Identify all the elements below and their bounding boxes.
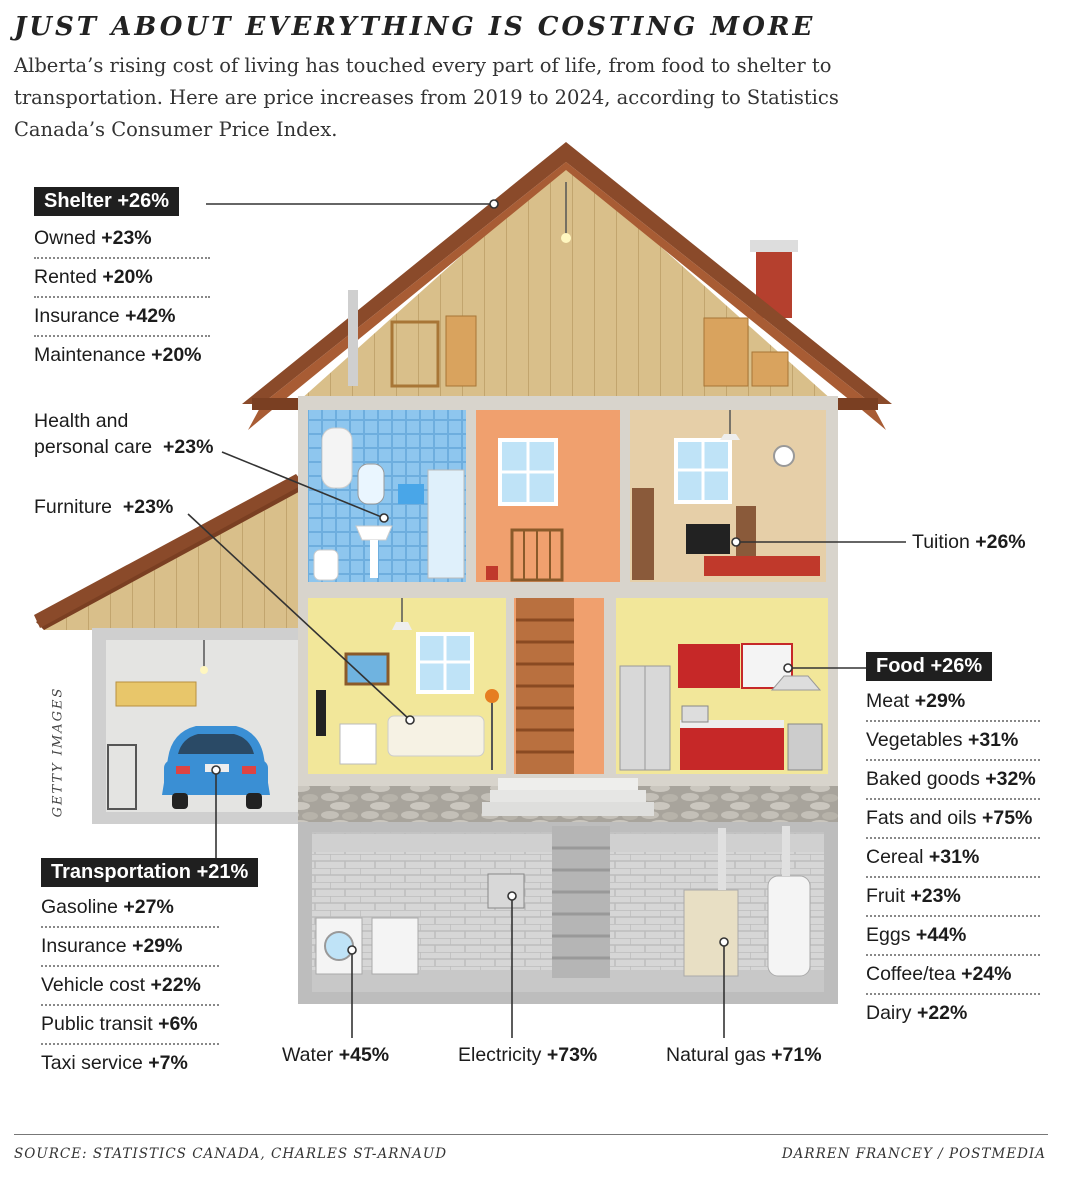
shelter-label: Shelter bbox=[44, 190, 112, 212]
furniture-label: Furniture +23% bbox=[30, 494, 177, 520]
main-roof bbox=[242, 142, 892, 430]
garage bbox=[92, 628, 308, 824]
entry-steps bbox=[482, 778, 654, 816]
list-item: Maintenance +20% bbox=[34, 344, 202, 366]
health-value: +23% bbox=[163, 436, 214, 458]
shelter-group bbox=[34, 187, 210, 374]
list-item: Gasoline +27% bbox=[41, 889, 219, 928]
list-item: Eggs +44% bbox=[866, 917, 1040, 956]
photo-credit: GETTY IMAGES bbox=[50, 686, 66, 818]
list-item: Cereal +31% bbox=[866, 839, 1040, 878]
list-item: Owned +23% bbox=[34, 220, 210, 259]
transportation-list bbox=[41, 889, 219, 1082]
list-item: Taxi service +7% bbox=[41, 1052, 188, 1074]
tuition-value: +26% bbox=[975, 531, 1026, 553]
bedroom bbox=[630, 410, 826, 582]
list-item: Dairy +22% bbox=[866, 1002, 968, 1024]
living-room bbox=[308, 598, 506, 774]
list-item: Vegetables +31% bbox=[866, 722, 1040, 761]
list-item: Insurance +29% bbox=[41, 928, 219, 967]
transportation-group bbox=[41, 858, 249, 1082]
furniture-value: +23% bbox=[122, 496, 174, 518]
kitchen bbox=[616, 598, 828, 774]
water-value: +45% bbox=[338, 1044, 390, 1066]
transportation-value: +21% bbox=[196, 861, 249, 883]
list-item: Public transit +6% bbox=[41, 1006, 219, 1045]
stairs bbox=[514, 598, 604, 774]
health-label: Health and personal care +23% bbox=[30, 408, 217, 460]
list-item: Fats and oils +75% bbox=[866, 800, 1040, 839]
food-list bbox=[866, 683, 1040, 1032]
food-group bbox=[866, 652, 1040, 1032]
electricity-value: +73% bbox=[546, 1044, 598, 1066]
transportation-heading bbox=[41, 858, 258, 887]
food-heading bbox=[866, 652, 992, 681]
electricity-label: Electricity +73% bbox=[458, 1044, 598, 1066]
shelter-value: +26% bbox=[117, 190, 170, 212]
page-title: JUST ABOUT EVERYTHING IS COSTING MORE bbox=[14, 12, 816, 42]
list-item: Fruit +23% bbox=[866, 878, 1040, 917]
source-credit: SOURCE: STATISTICS CANADA, CHARLES ST-ARNAUD bbox=[14, 1146, 448, 1162]
natural-gas-value: +71% bbox=[771, 1044, 822, 1066]
footer-divider bbox=[14, 1134, 1048, 1135]
list-item: Coffee/tea +24% bbox=[866, 956, 1040, 995]
list-item: Vehicle cost +22% bbox=[41, 967, 219, 1006]
list-item: Insurance +42% bbox=[34, 298, 210, 337]
food-value: +26% bbox=[930, 655, 983, 677]
shelter-heading bbox=[34, 187, 179, 216]
subtitle: Alberta’s rising cost of living has touched every part of life, from food to shelter to transportation. Here are price increases from 2019 to 2024, according to Statistics Canada’s Consumer Price Index. bbox=[14, 54, 839, 141]
transportation-label: Transportation bbox=[51, 861, 192, 883]
water-label: Water +45% bbox=[282, 1044, 390, 1066]
shelter-list bbox=[34, 220, 210, 374]
stairwell-upper bbox=[476, 410, 620, 582]
list-item: Meat +29% bbox=[866, 683, 1040, 722]
list-item: Baked goods +32% bbox=[866, 761, 1040, 800]
natural-gas-label: Natural gas +71% bbox=[666, 1044, 822, 1066]
list-item: Rented +20% bbox=[34, 259, 210, 298]
tuition-label: Tuition +26% bbox=[908, 529, 1030, 555]
basement bbox=[298, 822, 838, 1004]
food-label: Food bbox=[876, 655, 925, 677]
byline: DARREN FRANCEY / POSTMEDIA bbox=[781, 1146, 1046, 1162]
